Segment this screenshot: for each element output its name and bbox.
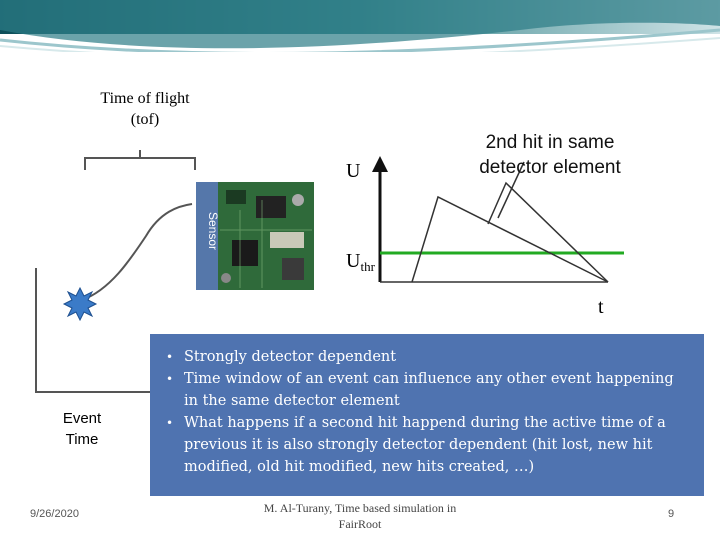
tof-bracket — [85, 150, 195, 170]
t-axis-label: t — [598, 296, 604, 318]
u-axis-label: U — [346, 160, 361, 182]
bullet-box — [150, 334, 704, 496]
circuit-board-image — [218, 182, 314, 290]
second-hit-label-line2: detector element — [479, 157, 621, 178]
u-axis-arrow — [372, 156, 388, 172]
threshold-label — [346, 250, 375, 275]
second-hit-label — [470, 130, 630, 180]
pulse-1 — [412, 197, 608, 282]
bullet-item: • Time window of an event can influence any other event happening in the same detector element — [156, 368, 692, 412]
second-hit-label-line1: 2nd hit in same — [485, 132, 615, 153]
footer-citation — [250, 500, 470, 532]
bullet-item: • Strongly detector dependent — [156, 346, 692, 368]
bullet-item: • What happens if a second hit happend during the active time of a previous it is also strongly detector dependent (hit lost, new hit modified, old hit modified, new hits created, …) — [156, 412, 692, 478]
pulse-2 — [488, 183, 608, 282]
threshold-label-main: U — [346, 250, 361, 272]
threshold-label-sub: thr — [360, 259, 375, 274]
event-time-axis — [36, 268, 150, 392]
particle-track — [82, 204, 192, 300]
tof-label — [70, 88, 220, 130]
event-time-label-line1: Event — [62, 410, 102, 427]
footer-citation-line1: M. Al-Turany, Time based simulation in — [263, 501, 457, 515]
collision-burst — [64, 288, 96, 320]
sensor-label: Sensor — [206, 211, 220, 251]
event-time-label — [52, 408, 112, 450]
bullet-list — [156, 346, 692, 478]
tof-label-line2: (tof) — [130, 111, 160, 128]
event-time-label-line2: Time — [65, 431, 99, 448]
footer-date: 9/26/2020 — [30, 508, 79, 520]
footer-citation-line2: FairRoot — [338, 517, 382, 531]
page-number: 9 — [668, 508, 675, 520]
tof-label-line1: Time of flight — [100, 90, 190, 107]
